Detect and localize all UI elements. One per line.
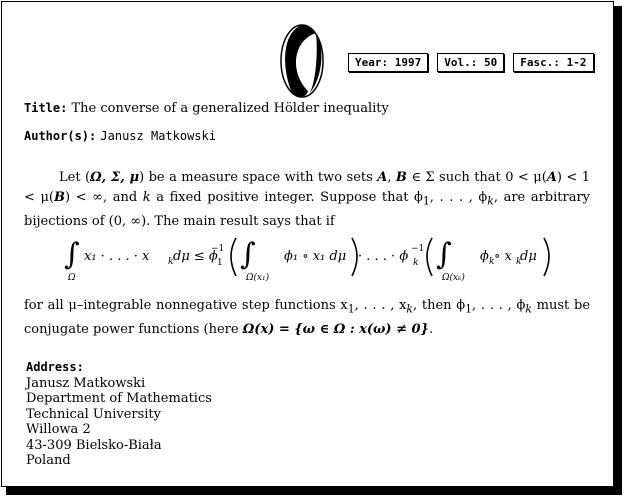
- volume-value: 50: [484, 56, 498, 69]
- abs-text: , . . . , x: [354, 298, 407, 313]
- abs-math: k: [142, 190, 151, 205]
- abs-text: ) < ∞, and: [65, 190, 143, 205]
- journal-logo-icon: [278, 23, 326, 99]
- phik-inv: −1: [411, 244, 425, 254]
- year-value: 1997: [394, 56, 422, 69]
- address-line: Department of Mathematics: [26, 391, 212, 406]
- volume-box: [437, 53, 504, 72]
- abs-text: .: [428, 321, 434, 337]
- abs-text: , . . . , ϕ: [429, 190, 488, 205]
- abs-text: , then ϕ: [412, 298, 466, 313]
- meta-boxes: [348, 53, 594, 72]
- lhs-sub: k: [168, 257, 174, 267]
- abs-text: ∈ Σ such that 0 < μ(: [406, 170, 547, 185]
- domain-xk: Ω(xₖ): [442, 273, 465, 283]
- abstract-paragraph-1: [24, 168, 590, 232]
- abs-sub: k: [525, 302, 532, 316]
- integrand-k-tail-sub: k: [516, 257, 522, 267]
- frame-shadow-right: [614, 6, 622, 491]
- abs-math: A: [546, 170, 557, 185]
- integral-sign: ∫: [64, 237, 80, 272]
- integral-domain: Ω: [68, 273, 76, 283]
- abs-text: ) < 1 < μ(: [24, 170, 590, 205]
- authors-label: Author(s):: [24, 129, 97, 143]
- fascicle-label: Fasc.:: [520, 56, 560, 69]
- phik-sub: k: [413, 258, 419, 268]
- address-line: 43-309 Bielsko-Biała: [26, 437, 162, 453]
- abs-text: ) be a measure space with two sets: [139, 170, 378, 185]
- volume-label: Vol.:: [444, 56, 478, 69]
- integral-sign-2: ∫: [240, 237, 256, 272]
- abs-sub: 1: [465, 302, 473, 316]
- abs-math: Ω, Σ, μ: [90, 170, 140, 185]
- abs-sub: 1: [422, 194, 430, 208]
- integrand-k: ϕ: [480, 249, 489, 264]
- address-line: Janusz Matkowski: [26, 375, 146, 391]
- abs-text: , are arbitrary bijections of (0, ∞). The main result says that if: [24, 190, 591, 229]
- phi1-inv: −1: [211, 244, 225, 254]
- abs-text: must be conjugate power functions (here: [24, 298, 591, 337]
- abs-text: , . . . , ϕ: [472, 298, 526, 313]
- integrand-k-sub: k: [489, 257, 495, 267]
- integrand-1: ϕ₁ ∘ x₁ dμ: [284, 249, 347, 264]
- abs-text: for all μ–integrable nonnegative step functions x: [24, 298, 348, 313]
- lhs-product: x₁ · . . . · x: [84, 249, 150, 264]
- authors-line: [24, 129, 216, 144]
- integrand-k-end: dμ: [520, 249, 537, 264]
- abs-sub: k: [406, 302, 413, 316]
- abs-sub: 1: [347, 302, 355, 316]
- domain-x1: Ω(x₁): [246, 273, 270, 283]
- address-line: Poland: [26, 453, 71, 468]
- title-line: [24, 101, 389, 116]
- year-label: Year:: [355, 56, 389, 69]
- abstract-paragraph-2: [24, 296, 590, 340]
- fascicle-value: 1-2: [566, 56, 587, 69]
- lhs-end: dμ ≤ ϕ: [173, 249, 218, 264]
- abs-sub: k: [487, 194, 494, 208]
- paper-title: The converse of a generalized Hölder inequality: [71, 101, 389, 116]
- abs-math: Ω(x) = {ω ∈ Ω : x(ω) ≠ 0}: [242, 321, 429, 337]
- authors-value: Janusz Matkowski: [100, 129, 216, 143]
- address-line: Willowa 2: [26, 422, 91, 437]
- title-label: Title:: [24, 101, 68, 115]
- integral-sign-3: ∫: [436, 237, 452, 272]
- phi1-sub: 1: [217, 258, 223, 268]
- abs-math: B: [54, 190, 66, 205]
- year-box: [348, 53, 428, 72]
- frame-shadow-bottom: [6, 487, 622, 495]
- abs-text: ,: [387, 170, 396, 185]
- integrand-k-tail: ∘ x: [494, 249, 512, 264]
- fascicle-box: [513, 53, 593, 72]
- address-label: Address:: [26, 360, 84, 374]
- abs-math: A: [377, 170, 388, 185]
- abs-math: B: [395, 170, 407, 185]
- main-inequality-formula: [60, 232, 560, 284]
- address-line: Technical University: [26, 406, 161, 422]
- dots-product: · . . . · ϕ: [358, 249, 409, 264]
- address-block: [26, 360, 212, 469]
- abs-text: a fixed positive integer. Suppose that ϕ: [150, 190, 423, 205]
- abs-text: Let (: [59, 170, 91, 185]
